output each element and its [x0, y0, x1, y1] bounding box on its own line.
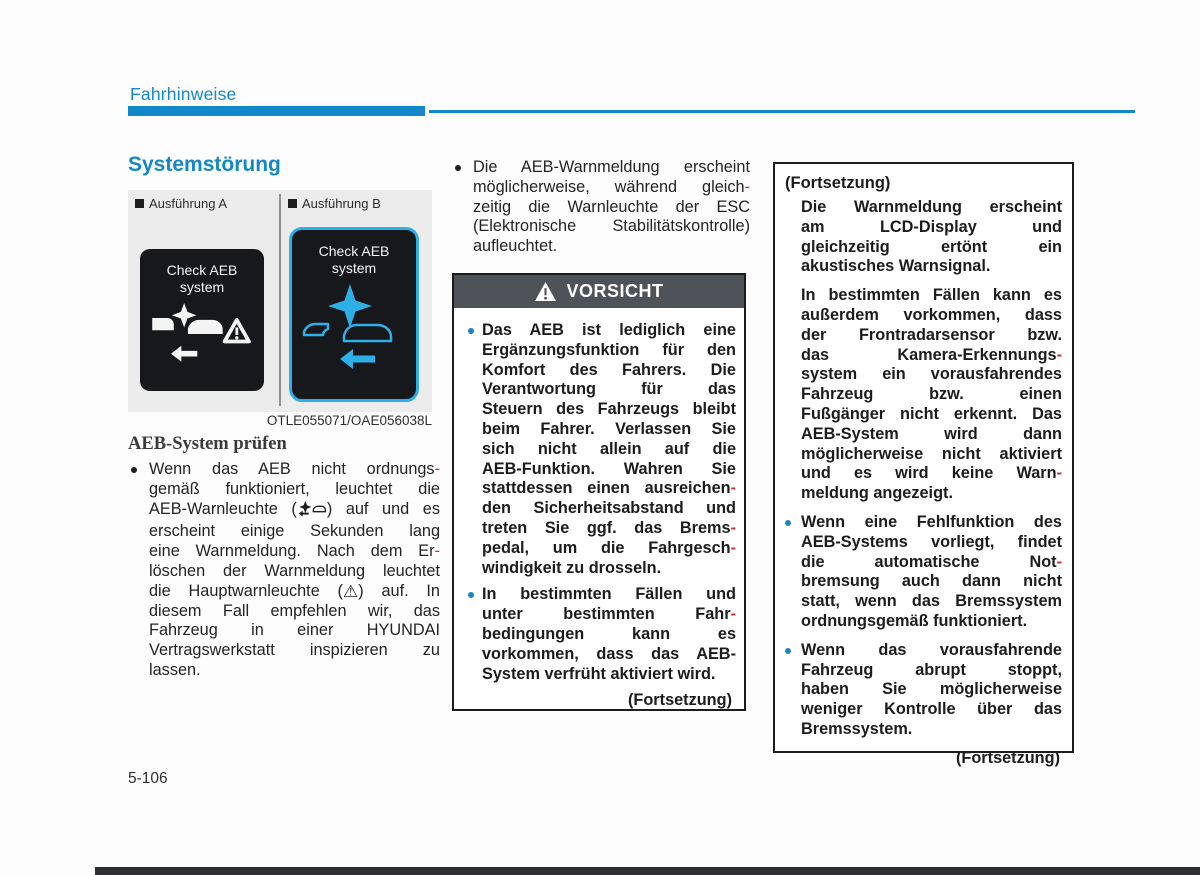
continuation-box [773, 162, 1074, 767]
continuation-label: (Fortsetzung) [628, 691, 732, 710]
text-line: Wenn eine Fehlfunktion des [801, 512, 1062, 531]
text-line: bremsung auch dann nicht [801, 572, 1062, 591]
caution-bullet [458, 321, 736, 578]
display-tile-a [140, 249, 264, 391]
chapter-title: Fahrhinweise [130, 84, 237, 104]
text-line: diesem Fall empfehlen wir, das [149, 601, 440, 620]
bullet-item [128, 460, 440, 681]
text-line: die Hauptwarnleuchte (⚠) auf. In [149, 581, 440, 601]
text-line: Die Warnmeldung erscheint [801, 198, 1062, 216]
text-line: eine Warnmeldung. Nach dem Er- [149, 542, 440, 561]
text-line: Bremssystem. [801, 719, 913, 738]
warning-triangle-icon [534, 281, 557, 302]
page-number: 5-106 [128, 770, 168, 787]
text-line: und es wird keine Warn- [801, 464, 1062, 483]
text-line: löschen der Warnmeldung leuchtet [149, 561, 440, 580]
bullet-item [785, 641, 1062, 740]
bullet-text [801, 641, 1062, 740]
display-text: Check AEB system [318, 243, 390, 276]
text-line: Komfort des Fahrers. Die [482, 360, 736, 379]
bullet-dot-icon [455, 165, 461, 171]
text-line: die automatische Not- [801, 552, 1062, 571]
header-rule-thin [429, 110, 1135, 113]
subsection-title: AEB-System prüfen [128, 434, 287, 454]
black-square-icon [288, 199, 297, 208]
caution-body [454, 308, 744, 711]
text-line: AEB-System wird dann [801, 424, 1062, 443]
text-line: system ein vorausfahrendes [801, 365, 1062, 384]
text-line: unter bestimmten Fahr- [482, 605, 736, 624]
master-warning-icon: ⚠ [342, 581, 359, 601]
text-line: Fußgänger nicht erkennt. Das [801, 404, 1062, 423]
text-line: windigkeit zu drosseln. [482, 558, 662, 577]
text-line: System verfrüht aktiviert wird. [482, 664, 716, 683]
text-line: In bestimmten Fällen und [482, 585, 736, 604]
text-line: AEB-Funktion. Wahren Sie [482, 459, 736, 478]
continuation-label: (Fortsetzung) [785, 174, 891, 192]
text-line: den Sicherheitsabstand und [482, 499, 736, 518]
text-line: Das AEB ist lediglich eine [482, 321, 736, 339]
caution-title: VORSICHT [566, 281, 664, 301]
text-line: sich nicht allein auf die [482, 439, 736, 458]
text-line: Fahrzeug bzw. einen [801, 385, 1062, 404]
bullet-dot-icon [785, 648, 791, 654]
figure-divider [279, 194, 281, 406]
variant-b-label: Ausführung B [288, 196, 381, 211]
bullet-text [482, 585, 736, 684]
text-line: zeitig die Warnleuchte der ESC [473, 197, 750, 216]
header-rule-thick [128, 106, 425, 116]
text-line: Verantwortung für das [482, 380, 736, 399]
figure-caption: OTLE055071/OAE056038L [266, 413, 432, 428]
bullet-dot-icon [468, 592, 474, 598]
text-line: Steuern des Fahrzeugs bleibt [482, 400, 736, 419]
text-line: In bestimmten Fällen kann es [801, 286, 1062, 305]
bullet-text [482, 321, 736, 578]
text-line: der Frontradarsensor bzw. [801, 325, 1062, 344]
text-line: möglicherweise, während gleich- [473, 177, 750, 196]
text-line: Wenn das vorausfahrende [801, 640, 1062, 659]
text-line: akustisches Warnsignal. [801, 257, 991, 276]
bullet-item [785, 513, 1062, 632]
left-column-text [128, 460, 440, 681]
paragraph [801, 286, 1062, 504]
text-line: Fahrzeug in einer HYUNDAI [149, 621, 440, 640]
text-line: (Elektronische Stabilitätskontrolle) [473, 217, 750, 236]
text-line: Vertragswerkstatt inspizieren zu [149, 641, 440, 660]
text-line: meldung angezeigt. [801, 484, 953, 503]
text-line: das Kamera-Erkennungs- [801, 345, 1062, 364]
text-line: AEB-Warnleuchte ( ) auf und es [149, 500, 440, 523]
text-line: vorkommen, dass das AEB- [482, 644, 736, 663]
bullet-dot-icon [468, 328, 474, 334]
text-line: treten Sie ggf. das Brems- [482, 518, 736, 537]
caution-header [454, 275, 744, 308]
caution-box [452, 273, 746, 711]
paragraph [801, 198, 1062, 277]
text-line: Fahrzeug abrupt stoppt, [801, 660, 1062, 679]
text-line: ordnungsgemäß funktioniert. [801, 611, 1028, 630]
text-line: möglicherweise nicht aktiviert [801, 444, 1062, 463]
text-line: AEB-Systems vorliegt, findet [801, 532, 1062, 551]
text-line: Wenn das AEB nicht ordnungs- [149, 460, 440, 478]
variant-a-label: Ausführung A [135, 196, 227, 211]
text-line: lassen. [149, 660, 201, 679]
text-line: aufleuchtet. [473, 237, 558, 256]
text-line: Die AEB-Warnmeldung erscheint [473, 158, 750, 176]
text-line: statt, wenn das Bremssystem [801, 592, 1062, 611]
bullet-text [149, 460, 440, 681]
display-tile-b [289, 227, 419, 402]
bullet-dot-icon [785, 520, 791, 526]
collision-warning-icon-a [150, 303, 254, 365]
warning-display-figure [128, 190, 432, 412]
text-line: pedal, um die Fahrgesch- [482, 538, 736, 557]
section-title: Systemstörung [128, 153, 281, 176]
bottom-bar [95, 867, 1200, 875]
display-text: Check AEB system [166, 262, 238, 295]
bullet-text [801, 513, 1062, 632]
continuation-label: (Fortsetzung) [956, 748, 1060, 767]
text-line: erscheint einige Sekunden lang [149, 522, 440, 541]
collision-warning-icon-b [302, 284, 406, 370]
text-line: gemäß funktioniert, leuchtet die [149, 479, 440, 498]
text-line: Ergänzungsfunktion für den [482, 340, 736, 359]
text-line: haben Sie möglicherweise [801, 680, 1062, 699]
text-line: stattdessen einen ausreichen- [482, 479, 736, 498]
bullet-text [473, 158, 750, 257]
bullet-item [452, 158, 750, 257]
text-line: weniger Kontrolle über das [801, 700, 1062, 719]
bullet-dot-icon [131, 467, 137, 473]
caution-bullet [458, 585, 736, 684]
black-square-icon [135, 199, 144, 208]
text-line: außerdem vorkommen, dass [801, 305, 1062, 324]
aeb-warning-light-icon [297, 501, 327, 523]
text-line: bedingungen kann es [482, 624, 736, 643]
text-line: am LCD-Display und [801, 217, 1062, 236]
middle-column-text [452, 158, 750, 257]
text-line: beim Fahrer. Verlassen Sie [482, 419, 736, 438]
text-line: gleichzeitig ertönt ein [801, 237, 1062, 256]
